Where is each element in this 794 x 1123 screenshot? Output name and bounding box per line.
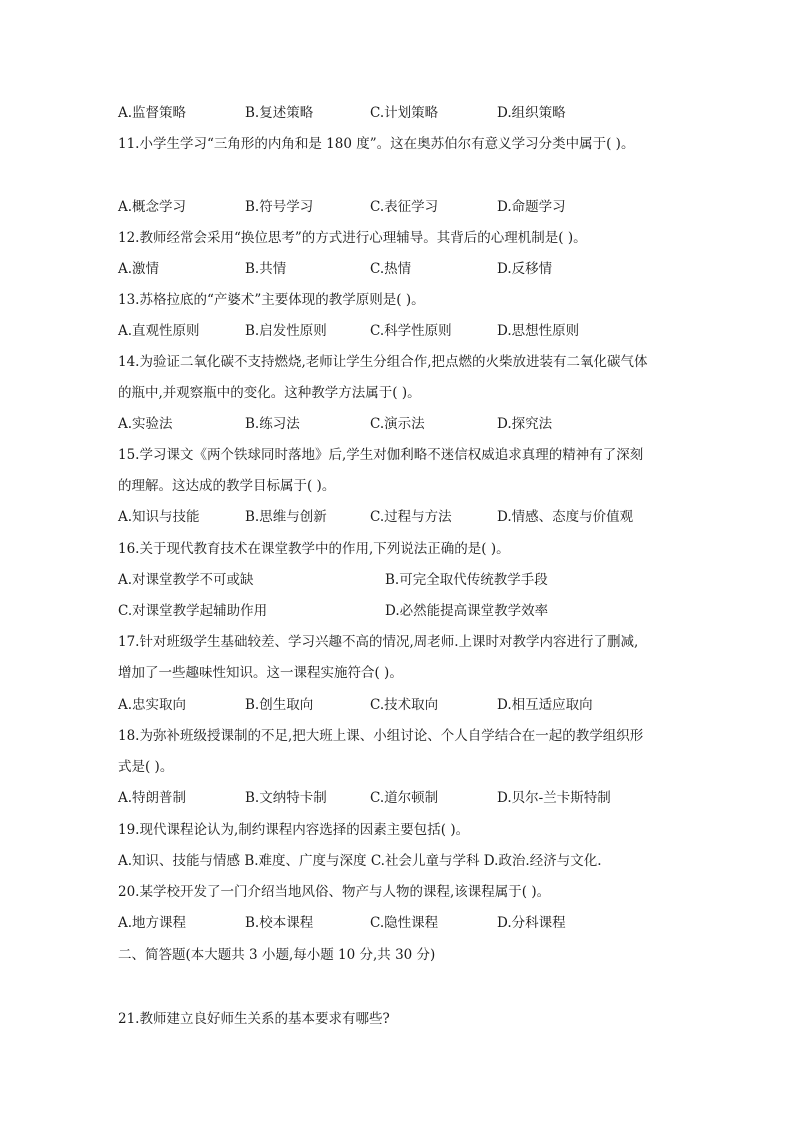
q14-stem-line1: 14.为验证二氧化碳不支持燃烧,老师让学生分组合作,把点燃的火柴放进装有二氧化碳气体 [118, 354, 648, 370]
q11-option-c: C.表征学习 [370, 199, 439, 215]
q17-option-d: D.相互适应取向 [497, 697, 593, 713]
q21-stem: 21.教师建立良好师生关系的基本要求有哪些? [118, 1011, 390, 1027]
q10-option-c: C.计划策略 [370, 105, 439, 121]
q20-option-d: D.分科课程 [497, 915, 566, 931]
q10-option-b: B.复述策略 [245, 105, 314, 121]
q12-stem: 12.教师经常会采用“换位思考”的方式进行心理辅导。其背后的心理机制是( )。 [118, 230, 587, 246]
q14-option-a: A.实验法 [118, 416, 173, 432]
q15-stem-line1: 15.学习课文《两个铁球同时落地》后,学生对伽利略不迷信权威追求真理的精神有了深刻 [118, 447, 644, 463]
q19-options-line: A.知识、技能与情感 B.难度、广度与深度 C.社会儿童与学科 D.政治.经济与文化. [118, 853, 602, 869]
q12-option-b: B.共情 [245, 261, 287, 277]
q17-option-b: B.创生取向 [245, 697, 314, 713]
q17-stem-line1: 17.针对班级学生基础较差、学习兴趣不高的情况,周老师.上课时对教学内容进行了删减, [118, 634, 639, 650]
q12-option-a: A.激情 [118, 261, 160, 277]
q14-stem-line2: 的瓶中,并观察瓶中的变化。这种教学方法属于( )。 [118, 385, 421, 401]
q13-option-a: A.直观性原则 [118, 323, 200, 339]
q16-option-a: A.对课堂教学不可或缺 [118, 572, 254, 588]
q12-option-d: D.反移情 [497, 261, 553, 277]
q12-option-c: C.热情 [370, 261, 412, 277]
q14-option-c: C.演示法 [370, 416, 425, 432]
q17-option-a: A.忠实取向 [118, 697, 187, 713]
q13-option-d: D.思想性原则 [497, 323, 580, 339]
q20-stem: 20.某学校开发了一门介绍当地风俗、物产与人物的课程,该课程属于( )。 [118, 884, 551, 900]
q16-option-b: B.可完全取代传统教学手段 [385, 572, 548, 588]
q16-option-d: D.必然能提高课堂教学效率 [385, 603, 549, 619]
q15-option-a: A.知识与技能 [118, 509, 200, 525]
q17-option-c: C.技术取向 [370, 697, 439, 713]
q16-stem: 16.关于现代教育技术在课堂教学中的作用,下列说法正确的是( )。 [118, 541, 510, 557]
q13-stem: 13.苏格拉底的“产婆术”主要体现的教学原则是( )。 [118, 292, 425, 308]
q11-option-d: D.命题学习 [497, 199, 566, 215]
q13-option-c: C.科学性原则 [370, 323, 452, 339]
q18-option-d: D.贝尔-兰卡斯特制 [497, 790, 611, 806]
q13-option-b: B.启发性原则 [245, 323, 327, 339]
q18-option-b: B.文纳特卡制 [245, 790, 327, 806]
q17-stem-line2: 增加了一些趣味性知识。这一课程实施符合( )。 [118, 665, 403, 681]
q20-option-a: A.地方课程 [118, 915, 187, 931]
q14-option-d: D.探究法 [497, 416, 553, 432]
q20-option-b: B.校本课程 [245, 915, 314, 931]
q15-option-d: D.情感、态度与价值观 [497, 509, 634, 525]
q15-option-b: B.思维与创新 [245, 509, 327, 525]
q16-option-c: C.对课堂教学起辅助作用 [118, 603, 268, 619]
q15-stem-line2: 的理解。这达成的教学目标属于( )。 [118, 478, 336, 494]
q18-option-a: A.特朗普制 [118, 790, 187, 806]
q10-option-d: D.组织策略 [497, 105, 566, 121]
q14-option-b: B.练习法 [245, 416, 300, 432]
q11-stem: 11.小学生学习“三角形的内角和是 180 度”。这在奥苏伯尔有意义学习分类中属于( )。 [118, 136, 635, 152]
q10-option-a: A.监督策略 [118, 105, 187, 121]
q11-option-b: B.符号学习 [245, 199, 314, 215]
q20-option-c: C.隐性课程 [370, 915, 439, 931]
q18-stem-line2: 式是( )。 [118, 759, 174, 775]
q19-stem: 19.现代课程论认为,制约课程内容选择的因素主要包括( )。 [118, 822, 470, 838]
q15-option-c: C.过程与方法 [370, 509, 452, 525]
section-heading: 二、简答题(本大题共 3 小题,每小题 10 分,共 30 分) [118, 947, 436, 963]
q18-option-c: C.道尔顿制 [370, 790, 439, 806]
q11-option-a: A.概念学习 [118, 199, 187, 215]
q18-stem-line1: 18.为弥补班级授课制的不足,把大班上课、小组讨论、个人自学结合在一起的教学组织形 [118, 728, 644, 744]
